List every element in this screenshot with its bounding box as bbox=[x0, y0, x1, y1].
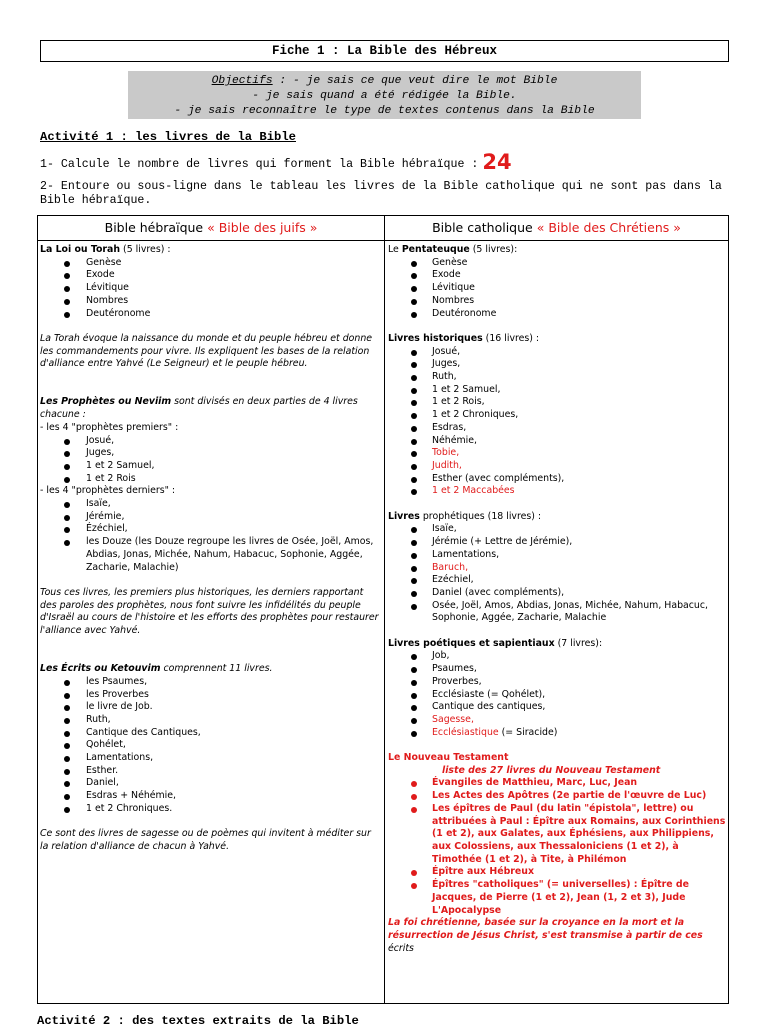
book-item: Lévitique bbox=[40, 282, 380, 295]
book-item: Nombres bbox=[40, 295, 380, 308]
book-item: Josué, bbox=[388, 346, 726, 359]
first-prophets-list bbox=[40, 435, 380, 486]
prophetic-list bbox=[388, 523, 726, 625]
new-testament-text: La foi chrétienne, basée sur la croyance en la mort et la résurrection de Jésus Christ, s'est transmise à partir de ces bbox=[388, 917, 703, 941]
prophetic-count: prophétiques (18 livres) : bbox=[419, 510, 542, 522]
objective-2: - je sais quand a été rédigée la Bible. bbox=[252, 90, 517, 102]
new-testament-text-end: écrits bbox=[388, 942, 414, 954]
left-header-red: « Bible des juifs » bbox=[207, 220, 318, 235]
poetic-count: (7 livres): bbox=[554, 637, 603, 649]
book-item: Judith, bbox=[388, 460, 726, 473]
book-item: 1 et 2 Samuel, bbox=[40, 460, 380, 473]
writings-rest: comprennent 11 livres. bbox=[160, 663, 273, 675]
prophetic-heading bbox=[388, 511, 726, 524]
last-prophets-list bbox=[40, 498, 380, 574]
book-item: Jérémie, bbox=[40, 511, 380, 524]
book-item: Psaumes, bbox=[388, 663, 726, 676]
book-item: Lamentations, bbox=[40, 752, 380, 765]
right-header-red: « Bible des Chrétiens » bbox=[536, 220, 681, 235]
book-item: Ezéchiel, bbox=[388, 574, 726, 587]
right-header-text: Bible catholique bbox=[432, 220, 533, 235]
writings-text: Ce sont des livres de sagesse ou de poèmes qui invitent à méditer sur la relation d'alliance de chacun à Yahvé. bbox=[40, 828, 371, 852]
torah-count: (5 livres) : bbox=[120, 244, 171, 255]
last-prophets-label: - les 4 "prophètes derniers" : bbox=[40, 485, 176, 497]
book-item: Exode bbox=[388, 269, 726, 282]
new-testament-item: Évangiles de Matthieu, Marc, Luc, Jean bbox=[388, 777, 726, 790]
book-item: 1 et 2 Maccabées bbox=[388, 485, 726, 498]
worksheet-title: Fiche 1 : La Bible des Hébreux bbox=[40, 40, 729, 62]
book-item: Cantique des cantiques, bbox=[388, 701, 726, 714]
prophets-heading bbox=[40, 396, 380, 421]
book-item: Lamentations, bbox=[388, 549, 726, 562]
historical-count: (16 livres) : bbox=[482, 332, 540, 344]
historical-heading bbox=[388, 333, 726, 346]
hebrew-bible-column bbox=[40, 244, 380, 854]
book-item: le livre de Job. bbox=[40, 701, 380, 714]
pentateuch-heading bbox=[388, 244, 726, 257]
prophets-title: Les Prophètes ou Neviim bbox=[40, 396, 172, 408]
objective-3: - je sais reconnaître le type de textes contenus dans la Bible bbox=[174, 105, 595, 117]
pentateuch-count: (5 livres): bbox=[469, 244, 518, 255]
activity-1-title: Activité 1 : les livres de la Bible bbox=[40, 130, 296, 144]
objective-1: : - je sais ce que veut dire le mot Bible bbox=[272, 75, 558, 87]
new-testament-item: Les Actes des Apôtres (2e partie de l'œuvre de Luc) bbox=[388, 790, 726, 803]
activity-2-title: Activité 2 : des textes extraits de la Bible bbox=[37, 1014, 359, 1028]
writings-heading bbox=[40, 663, 380, 676]
book-item: Juges, bbox=[40, 447, 380, 460]
book-item: les Psaumes, bbox=[40, 676, 380, 689]
column-divider bbox=[384, 216, 385, 1003]
book-item: Genèse bbox=[40, 257, 380, 270]
book-item: Daniel, bbox=[40, 777, 380, 790]
new-testament-item: Épître aux Hébreux bbox=[388, 866, 726, 879]
book-item: Ruth, bbox=[388, 371, 726, 384]
poetic-list bbox=[388, 650, 726, 739]
book-item: Nombres bbox=[388, 295, 726, 308]
book-item: Job, bbox=[388, 650, 726, 663]
book-item: les Douze (les Douze regroupe les livres de Osée, Joël, Amos, Abdias, Jonas, Michée, Nahum, Habacuc, Sophonie, Aggée, Zacharie, Malachie) bbox=[40, 536, 380, 574]
right-column-header bbox=[385, 216, 728, 240]
book-item: Néhémie, bbox=[388, 435, 726, 448]
torah-heading bbox=[40, 244, 380, 257]
question-1 bbox=[40, 149, 512, 178]
prophets-text: Tous ces livres, les premiers plus historiques, les derniers rapportant des paroles des prophètes, nous font suivre les infidélités du peuple d'Israël au cours de l'histoire et les efforts des prophètes pour restaurer l'alliance avec Yahvé. bbox=[40, 586, 379, 637]
new-testament-title: Le Nouveau Testament bbox=[388, 752, 509, 764]
book-item: Esdras, bbox=[388, 422, 726, 435]
objectives-box bbox=[128, 71, 641, 119]
book-item: Daniel (avec compléments), bbox=[388, 587, 726, 600]
book-item: 1 et 2 Chroniques, bbox=[388, 409, 726, 422]
book-item: 1 et 2 Samuel, bbox=[388, 384, 726, 397]
book-item: Genèse bbox=[388, 257, 726, 270]
book-item: Juges, bbox=[388, 358, 726, 371]
torah-title: La Loi ou Torah bbox=[40, 244, 121, 255]
book-item: Qohélet, bbox=[40, 739, 380, 752]
question-1-answer: 24 bbox=[482, 150, 512, 174]
book-item: Exode bbox=[40, 269, 380, 282]
book-item: Proverbes, bbox=[388, 676, 726, 689]
book-item: Deutéronome bbox=[40, 308, 380, 321]
book-item: Ruth, bbox=[40, 714, 380, 727]
poetic-title: Livres poétiques et sapientiaux bbox=[388, 637, 555, 649]
pentateuch-prefix: Le bbox=[388, 244, 402, 255]
writings-title: Les Écrits ou Ketouvim bbox=[40, 663, 161, 675]
book-item: Isaïe, bbox=[388, 523, 726, 536]
book-item: Esdras + Néhémie, bbox=[40, 790, 380, 803]
book-item: Jérémie (+ Lettre de Jérémie), bbox=[388, 536, 726, 549]
book-item: Ézéchiel, bbox=[40, 523, 380, 536]
book-item: Lévitique bbox=[388, 282, 726, 295]
book-item: Ecclésiastique (= Siracide) bbox=[388, 727, 726, 740]
bible-comparison-table bbox=[37, 215, 729, 1004]
historical-title: Livres historiques bbox=[388, 332, 483, 344]
objectives-label: Objectifs bbox=[211, 75, 273, 87]
question-2: 2- Entoure ou sous-ligne dans le tableau les livres de la Bible catholique qui ne sont pas dans la Bible hébraïque. bbox=[40, 180, 722, 207]
left-column-header bbox=[38, 216, 384, 240]
torah-list bbox=[40, 257, 380, 321]
writings-list bbox=[40, 676, 380, 816]
book-item: Esther. bbox=[40, 765, 380, 778]
book-item: 1 et 2 Rois, bbox=[388, 396, 726, 409]
book-item: Esther (avec compléments), bbox=[388, 473, 726, 486]
pentateuch-list bbox=[388, 257, 726, 321]
header-divider bbox=[38, 240, 728, 241]
book-item: Sagesse, bbox=[388, 714, 726, 727]
book-item: Deutéronome bbox=[388, 308, 726, 321]
catholic-bible-column bbox=[388, 244, 726, 955]
book-item: Ecclésiaste (= Qohélet), bbox=[388, 689, 726, 702]
book-item: Osée, Joël, Amos, Abdias, Jonas, Michée, Nahum, Habacuc, Sophonie, Aggée, Zacharie, Malachie bbox=[388, 600, 726, 625]
book-item: 1 et 2 Chroniques. bbox=[40, 803, 380, 816]
historical-list bbox=[388, 346, 726, 498]
pentateuch-title: Pentateuque bbox=[401, 244, 470, 255]
book-item: Isaïe, bbox=[40, 498, 380, 511]
book-item: 1 et 2 Rois bbox=[40, 473, 380, 486]
left-header-text: Bible hébraïque bbox=[104, 220, 204, 235]
prophets-rest: sont divisés en deux parties de 4 livres chacune : bbox=[40, 396, 358, 421]
book-item: Tobie, bbox=[388, 447, 726, 460]
book-item: Baruch, bbox=[388, 562, 726, 575]
objectives-line-1 bbox=[128, 74, 641, 89]
book-item: Josué, bbox=[40, 435, 380, 448]
first-prophets-label: - les 4 "prophètes premiers" : bbox=[40, 421, 179, 433]
question-1-text: 1- Calcule le nombre de livres qui forment la Bible hébraïque : bbox=[40, 158, 479, 171]
new-testament-subtitle: liste des 27 livres du Nouveau Testament bbox=[442, 764, 661, 776]
new-testament-item: Les épîtres de Paul (du latin "épistola", lettre) ou attribuées à Paul : Épître aux Romains, aux Corinthiens (1 et 2), aux Galates, aux Éphésiens, aux Philippiens, aux Colossiens, aux Thessaloniciens (1 et 2), à Timothée (1 et 2), à Tite, à Philémon bbox=[388, 803, 726, 867]
prophetic-title: Livres bbox=[388, 510, 420, 522]
poetic-heading bbox=[388, 638, 726, 651]
torah-text: La Torah évoque la naissance du monde et du peuple hébreu et donne les commandements pour vivre. Ils expliquent les bases de la relation d'alliance entre Yahvé (Le Seigneur) et le peuple hébreu. bbox=[40, 332, 373, 370]
new-testament-item: Épîtres "catholiques" (= universelles) : Épître de Jacques, de Pierre (1 et 2), Jean (1, 2 et 3), Jude L'Apocalypse bbox=[388, 879, 726, 917]
book-item: les Proverbes bbox=[40, 689, 380, 702]
book-item: Cantique des Cantiques, bbox=[40, 727, 380, 740]
new-testament-list bbox=[388, 777, 726, 917]
